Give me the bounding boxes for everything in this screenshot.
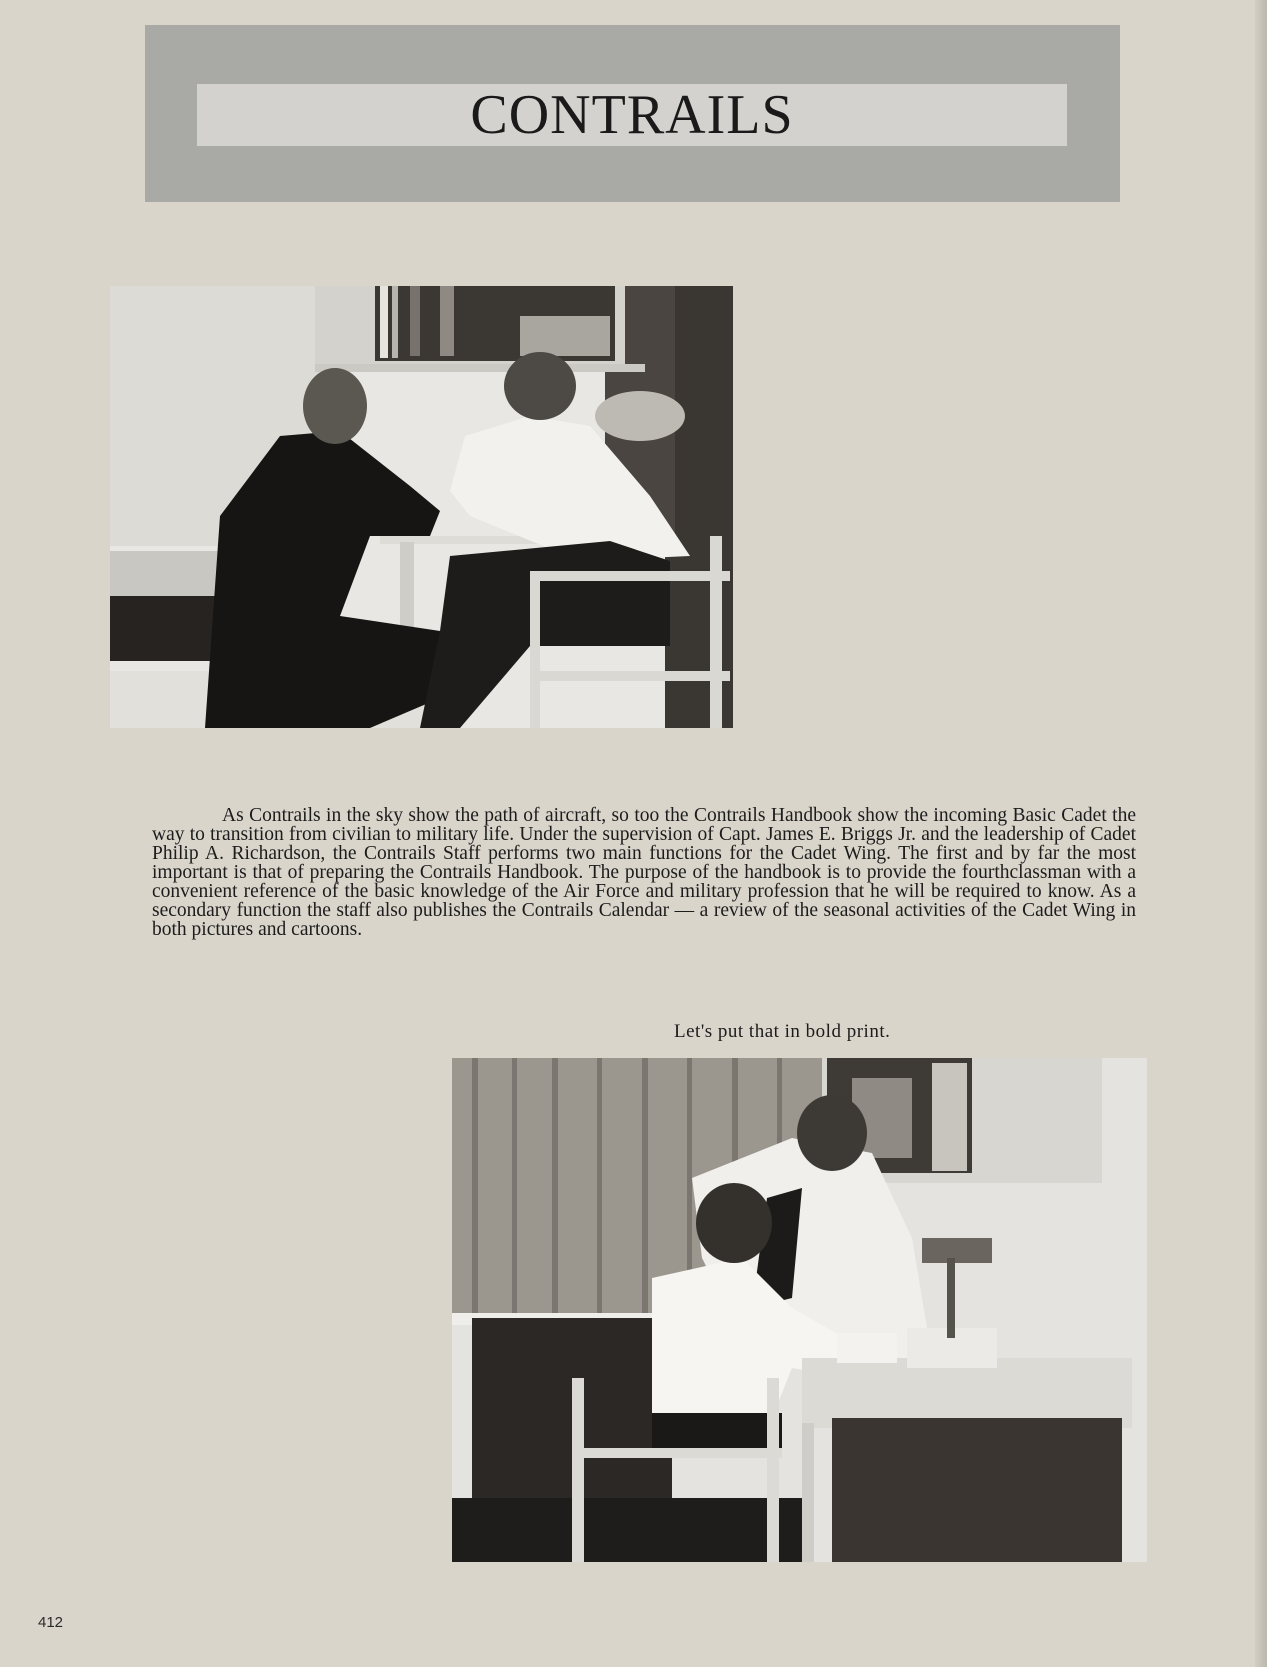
photo-caption: Let's put that in bold print. xyxy=(674,1021,891,1042)
photo-cadets-studying xyxy=(110,286,733,728)
title-banner xyxy=(145,25,1120,202)
page-title: CONTRAILS xyxy=(470,84,794,146)
photo-cadets-studying-image xyxy=(110,286,733,728)
article-paragraph: As Contrails in the sky show the path of aircraft, so too the Contrails Handbook show the incoming Basic Cadet the way to transition from civilian to military life. Under the supervision of Capt. James E. Briggs Jr. and the leadership of Cadet Philip A. Richardson, the Contrails Staff performs two main functions for the Cadet Wing. The first and by far the most important is that of preparing the Contrails Handbook. The purpose of the handbook is to provide the fourthclassman with a convenient reference of the basic knowledge of the Air Force and military profession that he will be required to know. As a secondary function the staff also publishes the Contrails Calendar — a review of the seasonal activities of the Cadet Wing in both pictures and cartoons. xyxy=(152,805,1136,940)
page-edge xyxy=(1255,0,1267,1667)
photo-handbook-review-image xyxy=(452,1058,1147,1562)
title-strip xyxy=(197,84,1067,146)
page-number: 412 xyxy=(38,1614,64,1631)
photo-handbook-review xyxy=(452,1058,1147,1562)
